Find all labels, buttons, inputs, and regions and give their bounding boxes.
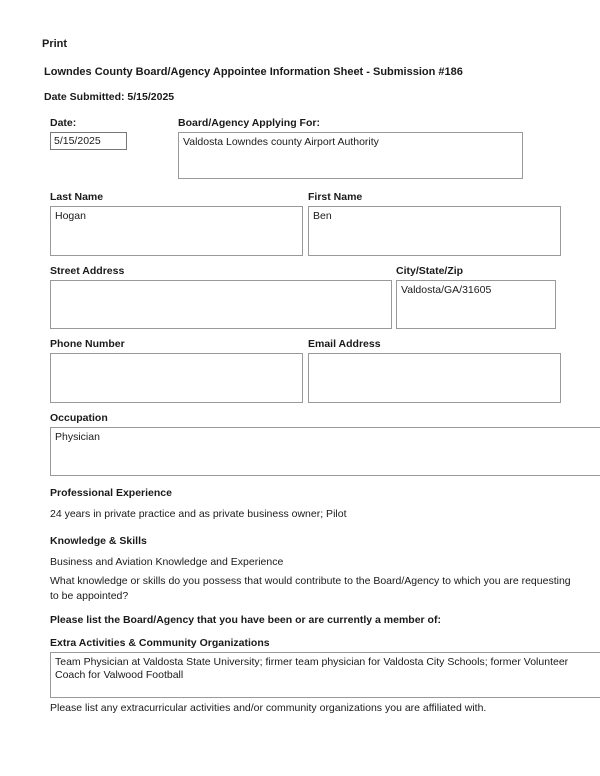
date-label: Date:	[50, 117, 77, 129]
knowledge-skills-value: Business and Aviation Knowledge and Experience	[50, 555, 284, 568]
extra-activities-section	[50, 637, 600, 716]
occupation-input[interactable]	[50, 427, 600, 476]
board-agency-label: Board/Agency Applying For:	[178, 117, 320, 129]
professional-experience-value: 24 years in private practice and as private business owner; Pilot	[50, 508, 347, 520]
professional-experience-label: Professional Experience	[50, 487, 172, 499]
occupation-label: Occupation	[50, 412, 108, 424]
email-address-label: Email Address	[308, 338, 381, 350]
knowledge-skills-label: Knowledge & Skills	[50, 534, 147, 547]
street-address-label: Street Address	[50, 265, 125, 277]
city-state-zip-field-group	[396, 265, 556, 329]
date-field-group	[50, 117, 127, 150]
extra-activities-label: Extra Activities & Community Organizations	[50, 636, 270, 649]
first-name-label: First Name	[308, 191, 363, 203]
page-title: Lowndes County Board/Agency Appointee Information Sheet - Submission #186	[44, 66, 463, 78]
board-membership-prompt: Please list the Board/Agency that you have been or are currently a member of:	[50, 613, 441, 626]
date-input[interactable]	[50, 132, 127, 150]
row-date-board	[50, 117, 600, 179]
email-address-input[interactable]	[308, 353, 561, 403]
extra-activities-prompt: Please list any extracurricular activities and/or community organizations you are affiliated with.	[50, 701, 487, 714]
date-submitted: Date Submitted: 5/15/2025	[44, 91, 175, 103]
occupation-field-group	[50, 412, 600, 476]
row-contact	[50, 338, 600, 403]
professional-experience-section	[50, 487, 600, 522]
knowledge-skills-prompt: What knowledge or skills do you possess that would contribute to the Board/Agency to which you are requesting to be appointed?	[50, 575, 571, 603]
city-state-zip-label: City/State/Zip	[396, 265, 464, 277]
print-button[interactable]: Print	[42, 38, 68, 50]
phone-number-label: Phone Number	[50, 338, 125, 350]
board-agency-field-group	[178, 117, 523, 179]
street-address-input[interactable]	[50, 280, 392, 329]
first-name-input[interactable]	[308, 206, 561, 256]
board-agency-input[interactable]	[178, 132, 523, 179]
email-address-field-group	[308, 338, 561, 403]
last-name-field-group	[50, 191, 303, 256]
street-address-field-group	[50, 265, 392, 329]
row-name	[50, 191, 600, 256]
row-address	[50, 265, 600, 329]
last-name-input[interactable]	[50, 206, 303, 256]
city-state-zip-input[interactable]	[396, 280, 556, 329]
knowledge-skills-section	[50, 535, 600, 604]
first-name-field-group	[308, 191, 561, 256]
extra-activities-input[interactable]	[50, 652, 600, 698]
phone-number-field-group	[50, 338, 303, 403]
appointee-form	[50, 117, 600, 715]
last-name-label: Last Name	[50, 191, 104, 203]
phone-number-input[interactable]	[50, 353, 303, 403]
